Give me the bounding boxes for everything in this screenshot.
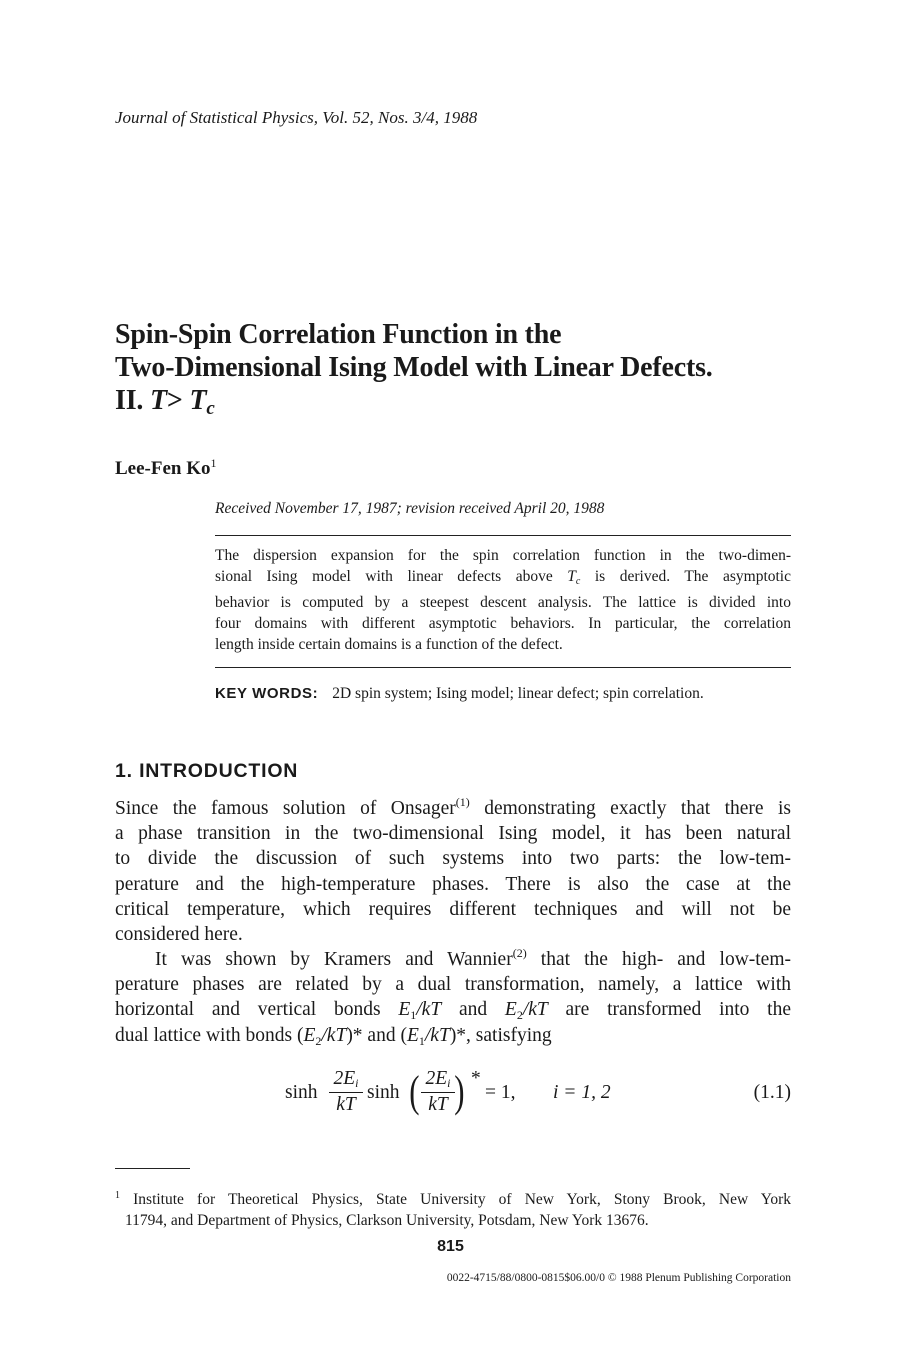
fraction: $2E_i$ kT bbox=[329, 1068, 363, 1116]
footnote-line: 11794, and Department of Physics, Clarkson University, Potsdam, New York 13676. bbox=[125, 1212, 649, 1229]
text-line: to divide the discussion of such systems into two parts: the low-tem- bbox=[115, 848, 791, 870]
reference-mark: (2) bbox=[512, 946, 527, 960]
text-line: horizontal and vertical bonds $E_1/kT$ and $E_2/kT$ are transformed into the bbox=[115, 999, 791, 1023]
footnote-line: $^1$ Institute for Theoretical Physics, State University of New York, Stony Brook, New York bbox=[115, 1190, 791, 1208]
abstract-line: length inside certain domains is a function of the defect. bbox=[215, 636, 563, 653]
abstract-line: sional Ising model with linear defects above $T_c$ is derived. The asymptotic bbox=[215, 568, 791, 587]
section-heading: 1. INTRODUCTION bbox=[115, 760, 299, 782]
conjugate-star: * bbox=[471, 1068, 481, 1089]
keywords-text: 2D spin system; Ising model; linear defect; spin correlation. bbox=[332, 685, 704, 702]
footnote-mark: 1 bbox=[115, 1190, 120, 1201]
footnote-rule bbox=[115, 1168, 190, 1169]
abstract-bottom-rule bbox=[215, 667, 791, 668]
reference-mark: (1) bbox=[455, 795, 470, 809]
fraction: $2E_i$ kT bbox=[421, 1068, 455, 1116]
journal-citation: Journal of Statistical Physics, Vol. 52, Nos. 3/4, 1988 bbox=[115, 108, 478, 127]
keywords-label: KEY WORDS: bbox=[215, 685, 319, 702]
abstract-top-rule bbox=[215, 535, 791, 536]
author-footnote-mark: 1 bbox=[210, 456, 217, 470]
text-line: critical temperature, which requires different techniques and will not be bbox=[115, 898, 791, 920]
sinh-operator: sinh bbox=[367, 1082, 400, 1103]
author-name: Lee-Fen Ko bbox=[115, 458, 211, 479]
copyright-line: 0022-4715/88/0800-0815$06.00/0 © 1988 Plenum Publishing Corporation bbox=[446, 1272, 791, 1284]
equation-1-1 bbox=[285, 1066, 795, 1126]
text-line: considered here. bbox=[115, 924, 243, 946]
right-paren: ) bbox=[454, 1067, 465, 1116]
text-line: perature phases are related by a dual transformation, namely, a lattice with bbox=[115, 974, 791, 996]
page-number: 815 bbox=[437, 1238, 464, 1255]
title-line-3: II. $T> T_c$ bbox=[115, 385, 215, 419]
equation-number: (1.1) bbox=[753, 1082, 791, 1103]
paragraph-2 bbox=[115, 947, 791, 1048]
keywords bbox=[215, 685, 704, 703]
text-line: Since the famous solution of Onsager$^{(1)}$ demonstrating exactly that there is bbox=[115, 795, 791, 819]
equals: = 1, bbox=[485, 1082, 516, 1103]
title-line-2: Two-Dimensional Ising Model with Linear Defects. bbox=[115, 352, 713, 383]
left-paren: ( bbox=[409, 1067, 420, 1116]
sinh-operator: sinh bbox=[285, 1082, 318, 1103]
text-line: dual lattice with bonds $(E_2/kT)*$ and $(E_1/kT)*$, satisfying bbox=[115, 1024, 552, 1048]
title-line-1: Spin-Spin Correlation Function in the bbox=[115, 319, 562, 350]
received-dates: Received November 17, 1987; revision received April 20, 1988 bbox=[215, 500, 605, 517]
text-line: It was shown by Kramers and Wannier$^{(2)}$ that the high- and low-tem- bbox=[155, 946, 792, 970]
abstract-line: four domains with different asymptotic behaviors. In particular, the correlation bbox=[215, 615, 791, 632]
text-line: a phase transition in the two-dimensional Ising model, it has been natural bbox=[115, 823, 791, 845]
author bbox=[115, 456, 217, 480]
abstract-line: The dispersion expansion for the spin correlation function in the two-dimen- bbox=[215, 547, 791, 564]
abstract bbox=[215, 545, 791, 655]
text-line: perature and the high-temperature phases. There is also the case at the bbox=[115, 873, 791, 895]
footnote bbox=[115, 1185, 791, 1231]
abstract-line: behavior is computed by a steepest descent analysis. The lattice is divided into bbox=[215, 594, 791, 611]
paper-title bbox=[115, 318, 713, 425]
index-range: i = 1, 2 bbox=[553, 1082, 611, 1103]
paragraph-1 bbox=[115, 796, 791, 947]
